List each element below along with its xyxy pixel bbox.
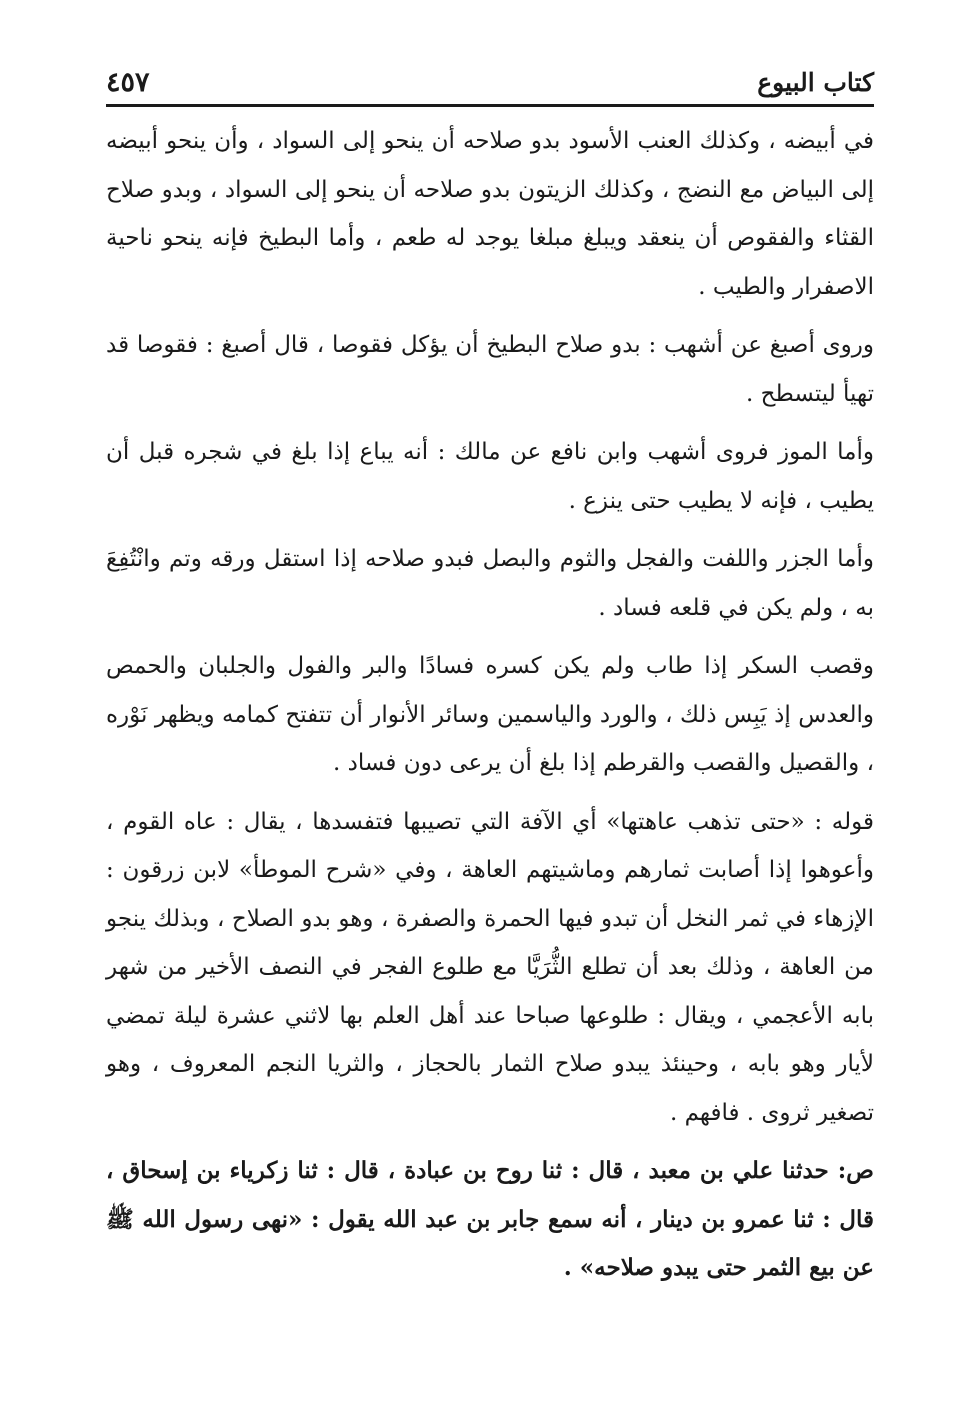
- paragraph-commentary-blight: قوله : «حتى تذهب عاهتها» أي الآفة التي تصيبها فتفسدها ، يقال : عاه القوم ، وأعوهوا إذا أصابت ثمارهم وماشيتهم العاهة ، وفي «شرح الموطأ» لابن زرقون : الإزهاء في ثمر النخل أن تبدو فيها الحمرة والصفرة ، وهو بدو الصلاح ، وبذلك ينجو من العاهة ، وذلك بعد أن تطلع الثُّرَيَّا مع طلوع الفجر في النصف الأخير من شهر بابه الأعجمي ، ويقال : طلوعها صباحا عند أهل العلم بها لاثني عشرة ليلة تمضي لأيار وهو بابه ، وحينئذ يبدو صلاح الثمار بالحجاز ، والثريا النجم المعروف ، وهو تصغير ثروى . فافهم .: [106, 808, 874, 1126]
- page-number: ٤٥٧: [106, 67, 150, 98]
- paragraph-sugarcane-grains: وقصب السكر إذا طاب ولم يكن كسره فسادًا والبر والفول والجلبان والحمص والعدس إذ يَبِس ذلك ، والورد والياسمين وسائر الأنوار أن تتفتح كمامه ويظهر نَوْره ، والقصيل والقصب والقرطم إذا بلغ أن يرعى دون فساد .: [106, 653, 874, 776]
- book-section-title: كتاب البيوع: [757, 68, 874, 97]
- paragraph-root-vegetables: وأما الجزر واللفت والفجل والثوم والبصل فبدو صلاحه إذا استقل ورقه وتم وانْتُفِعَ به ، ولم يكن في قلعه فساد .: [106, 546, 874, 621]
- paragraph-banana: وأما الموز فروى أشهب وابن نافع عن مالك : أنه يباع إذا بلغ في شجره قبل أن يطيب ، فإنه لا يطيب حتى ينزع .: [106, 439, 874, 514]
- paragraph-ripeness-signs: في أبيضه ، وكذلك العنب الأسود بدو صلاحه أن ينحو إلى السواد ، وأن ينحو أبيضه إلى البياض مع النضج ، وكذلك الزيتون بدو صلاحه أن ينحو إلى السواد ، وبدو صلاح القثاء والفقوص أن ينعقد ويبلغ مبلغا يوجد له طعم ، وأما البطيخ فإنه ينحو ناحية الاصفرار والطيب .: [106, 128, 874, 300]
- paragraph-asbagh-narration: وروى أصبغ عن أشهب : بدو صلاح البطيخ أن يؤكل فقوصا ، قال أصبغ : فقوصا قد تهيأ ليتسطح .: [106, 332, 874, 407]
- page-header: [106, 58, 874, 107]
- page-body: [106, 117, 874, 1293]
- paragraph-hadith-text: ص: حدثنا علي بن معبد ، قال : ثنا روح بن عبادة ، قال : ثنا زكرياء بن إسحاق ، قال : ثنا عمرو بن دينار ، أنه سمع جابر بن عبد الله يقول : «نهى رسول الله ﷺ عن بيع الثمر حتى يبدو صلاحه» .: [106, 1157, 874, 1281]
